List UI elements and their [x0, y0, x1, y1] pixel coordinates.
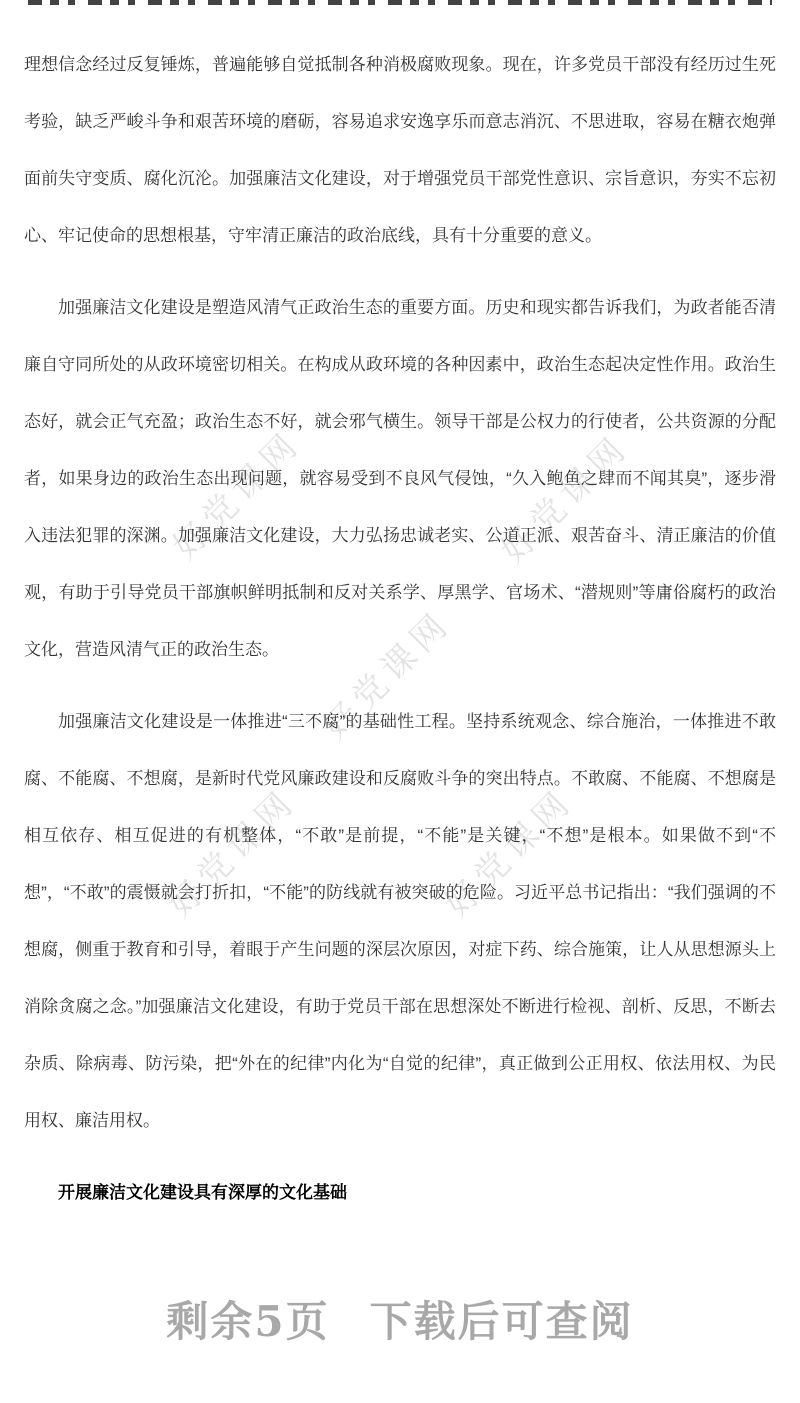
paragraph-1: 理想信念经过反复锤炼，普遍能够自觉抵制各种消极腐败现象。现在，许多党员干部没有经历过生死考验，缺乏严峻斗争和艰苦环境的磨砺，容易追求安逸享乐而意志消沉、不思进取，容易在糖衣炮弹面前失守变质、腐化沉沦。加强廉洁文化建设，对于增强党员干部党性意识、宗旨意识，夯实不忘初心、牢记使命的思想根基，守牢清正廉洁的政治底线，具有十分重要的意义。	[24, 55, 776, 245]
watermark-text: 好党课网	[161, 781, 304, 925]
pages-remaining-notice	[0, 1292, 800, 1352]
remaining-pages-text: 剩余5页	[166, 1297, 330, 1346]
download-hint-text: 下载后可查阅	[369, 1297, 634, 1346]
section-heading: 开展廉洁文化建设具有深厚的文化基础	[58, 1183, 347, 1202]
document-body	[24, 36, 776, 1221]
watermark-text: 好党课网	[166, 423, 309, 567]
clipped-text-fragment	[28, 0, 772, 5]
watermark-text: 好党课网	[494, 427, 637, 571]
watermark-text: 好党课网	[316, 603, 459, 747]
paragraph-3: 加强廉洁文化建设是一体推进“三不腐”的基础性工程。坚持系统观念、综合施治，一体推进不敢腐、不能腐、不想腐，是新时代党风廉政建设和反腐败斗争的突出特点。不敢腐、不能腐、不想腐是相互依存、相互促进的有机整体，“不敢”是前提，“不能”是关键，“不想”是根本。如果做不到“不想”，“不敢”的震慑就会打折扣，“不能”的防线就有被突破的危险。习近平总书记指出：“我们强调的不想腐，侧重于教育和引导，着眼于产生问题的深层次原因，对症下药、综合施策，让人从思想源头上消除贪腐之念。”加强廉洁文化建设，有助于党员干部在思想深处不断进行检视、剖析、反思，不断去杂质、除病毒、防污染，把“外在的纪律”内化为“自觉的纪律”，真正做到公正用权、依法用权、为民用权、廉洁用权。	[24, 712, 776, 1130]
paragraph-2: 加强廉洁文化建设是塑造风清气正政治生态的重要方面。历史和现实都告诉我们，为政者能否清廉自守同所处的从政环境密切相关。在构成从政环境的各种因素中，政治生态起决定性作用。政治生态好，就会正气充盈；政治生态不好，就会邪气横生。领导干部是公权力的行使者，公共资源的分配者，如果身边的政治生态出现问题，就容易受到不良风气侵蚀，“久入鲍鱼之肆而不闻其臭”，逐步滑入违法犯罪的深渊。加强廉洁文化建设，大力弘扬忠诚老实、公道正派、艰苦奋斗、清正廉洁的价值观，有助于引导党员干部旗帜鲜明抵制和反对关系学、厚黑学、官场术、“潜规则”等庸俗腐朽的政治文化，营造风清气正的政治生态。	[24, 298, 776, 659]
watermark-text: 好党课网	[438, 781, 581, 925]
